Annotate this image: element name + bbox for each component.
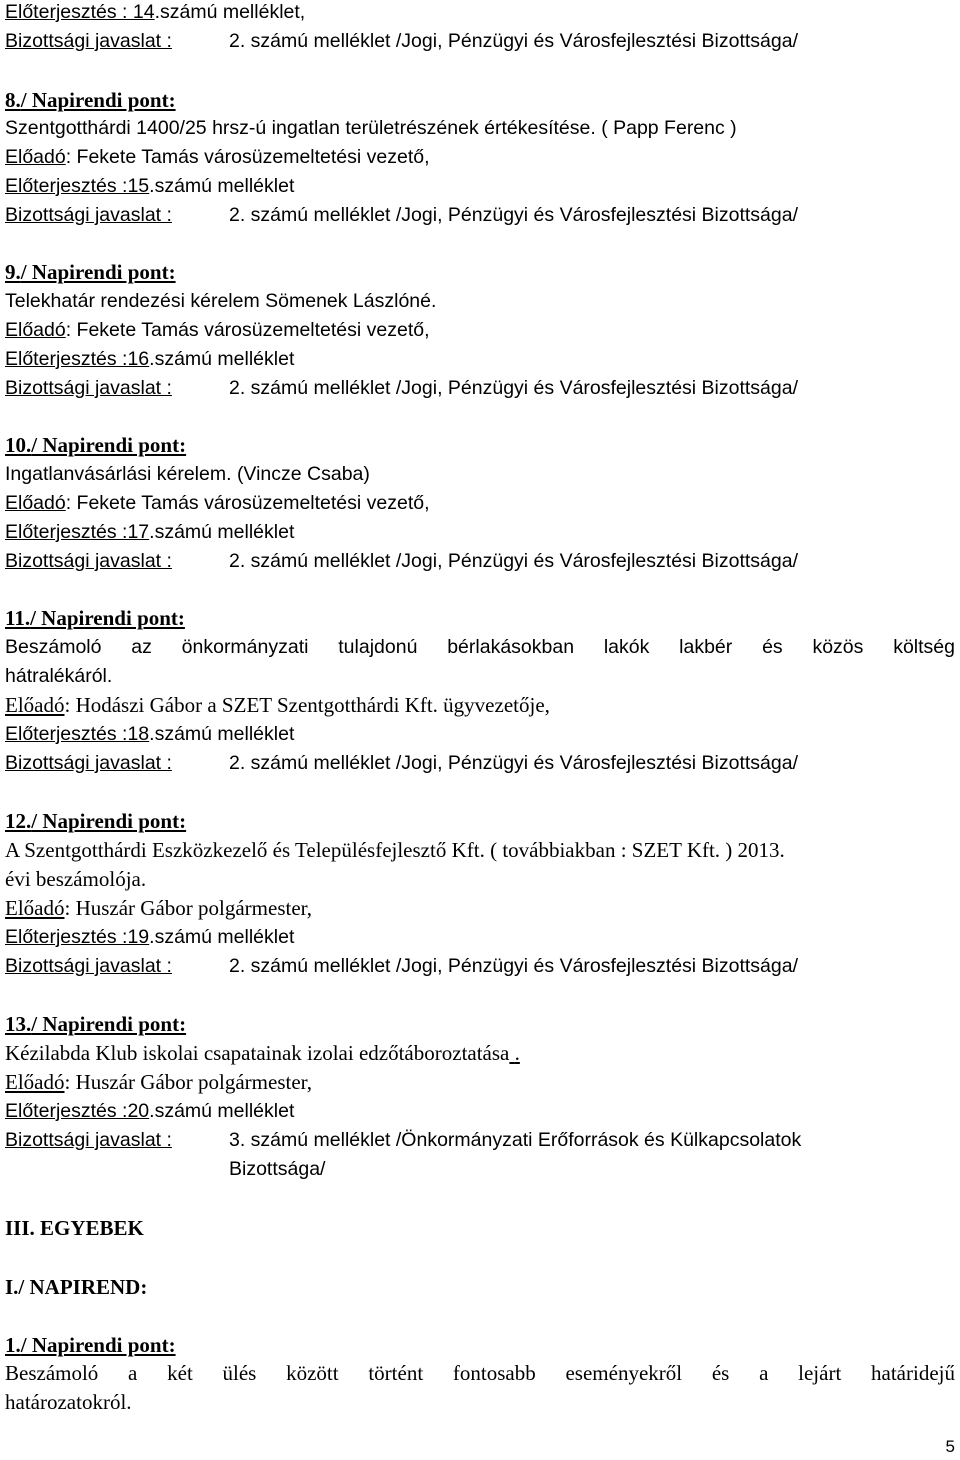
intro-committee-line <box>5 29 799 55</box>
presenter-line: Előadó: Huszár Gábor polgármester, <box>5 896 313 920</box>
submission-label: Előterjesztés : 14 <box>5 1 155 23</box>
page-number: 5 <box>945 1437 955 1456</box>
committee-line: Bizottsági javaslat : 2. számú melléklet /Jogi, Pénzügyi és Városfejlesztési Bizottsága/ <box>5 377 799 399</box>
submission-rest: .számú melléklet, <box>154 1 306 23</box>
section-subtitle: I./ NAPIREND: <box>5 1275 148 1299</box>
intro-submission-line <box>5 0 305 26</box>
agenda-heading: 12./ Napirendi pont: <box>5 809 187 833</box>
agenda-heading: 8./ Napirendi pont: <box>5 88 176 112</box>
section-title: III. EGYEBEK <box>5 1216 144 1240</box>
submission-line: Előterjesztés :17.számú melléklet <box>5 521 295 543</box>
agenda-heading: 13./ Napirendi pont: <box>5 1012 187 1036</box>
committee-line: Bizottsági javaslat : 2. számú melléklet /Jogi, Pénzügyi és Városfejlesztési Bizottsága/ <box>5 550 799 572</box>
committee-line: Bizottsági javaslat : 2. számú melléklet /Jogi, Pénzügyi és Városfejlesztési Bizottsága/ <box>5 752 799 774</box>
agenda-title: Ingatlanvásárlási kérelem. (Vincze Csaba) <box>5 463 370 485</box>
presenter-line: Előadó: Fekete Tamás városüzemeltetési vezető, <box>5 319 430 341</box>
presenter-line: Előadó: Fekete Tamás városüzemeltetési vezető, <box>5 146 430 168</box>
agenda-heading: 1./ Napirendi pont: <box>5 1333 176 1357</box>
presenter-line: Előadó: Huszár Gábor polgármester, <box>5 1070 313 1094</box>
agenda-heading: 11./ Napirendi pont: <box>5 606 185 630</box>
submission-line: Előterjesztés :18.számú melléklet <box>5 723 295 745</box>
report-title-line-1: Beszámoló a két ülés között történt fontosabb eseményekről és a lejárt határidejű <box>5 1361 955 1385</box>
report-title-line-2: határozatokról. <box>5 1390 132 1414</box>
committee-line-2: Bizottsága/ <box>229 1158 326 1180</box>
agenda-title: Szentgotthárdi 1400/25 hrsz-ú ingatlan területrészének értékesítése. ( Papp Ferenc ) <box>5 117 737 139</box>
agenda-title-line-1: A Szentgotthárdi Eszközkezelő és Településfejlesztő Kft. ( továbbiakban : SZET Kft. ) 2013. <box>5 838 785 862</box>
submission-line: Előterjesztés :20.számú melléklet <box>5 1100 295 1122</box>
agenda-heading: 10./ Napirendi pont: <box>5 433 187 457</box>
submission-line: Előterjesztés :19.számú melléklet <box>5 926 295 948</box>
committee-line: Bizottsági javaslat : 2. számú melléklet /Jogi, Pénzügyi és Városfejlesztési Bizottsága/ <box>5 204 799 226</box>
submission-line: Előterjesztés :16.számú melléklet <box>5 348 295 370</box>
agenda-title: Telekhatár rendezési kérelem Sömenek Lászlóné. <box>5 290 437 312</box>
committee-line: Bizottsági javaslat : 3. számú melléklet /Önkormányzati Erőforrások és Külkapcsolatok <box>5 1129 802 1151</box>
agenda-title-line-2: hátralékáról. <box>5 665 113 687</box>
presenter-line: Előadó: Hodászi Gábor a SZET Szentgotthárdi Kft. ügyvezetője, <box>5 693 550 717</box>
agenda-title: Kézilabda Klub iskolai csapatainak izolai edzőtáboroztatása . <box>5 1041 520 1065</box>
agenda-heading: 9./ Napirendi pont: <box>5 260 176 284</box>
committee-text: 2. számú melléklet /Jogi, Pénzügyi és Városfejlesztési Bizottsága/ <box>229 30 799 52</box>
agenda-title-line-2: évi beszámolója. <box>5 867 147 891</box>
presenter-line: Előadó: Fekete Tamás városüzemeltetési vezető, <box>5 492 430 514</box>
submission-line: Előterjesztés :15.számú melléklet <box>5 175 295 197</box>
agenda-title-line-1: Beszámoló az önkormányzati tulajdonú bérlakásokban lakók lakbér és közös költség <box>5 636 955 658</box>
committee-label: Bizottsági javaslat : <box>5 30 172 52</box>
committee-line: Bizottsági javaslat : 2. számú melléklet /Jogi, Pénzügyi és Városfejlesztési Bizottsága/ <box>5 955 799 977</box>
